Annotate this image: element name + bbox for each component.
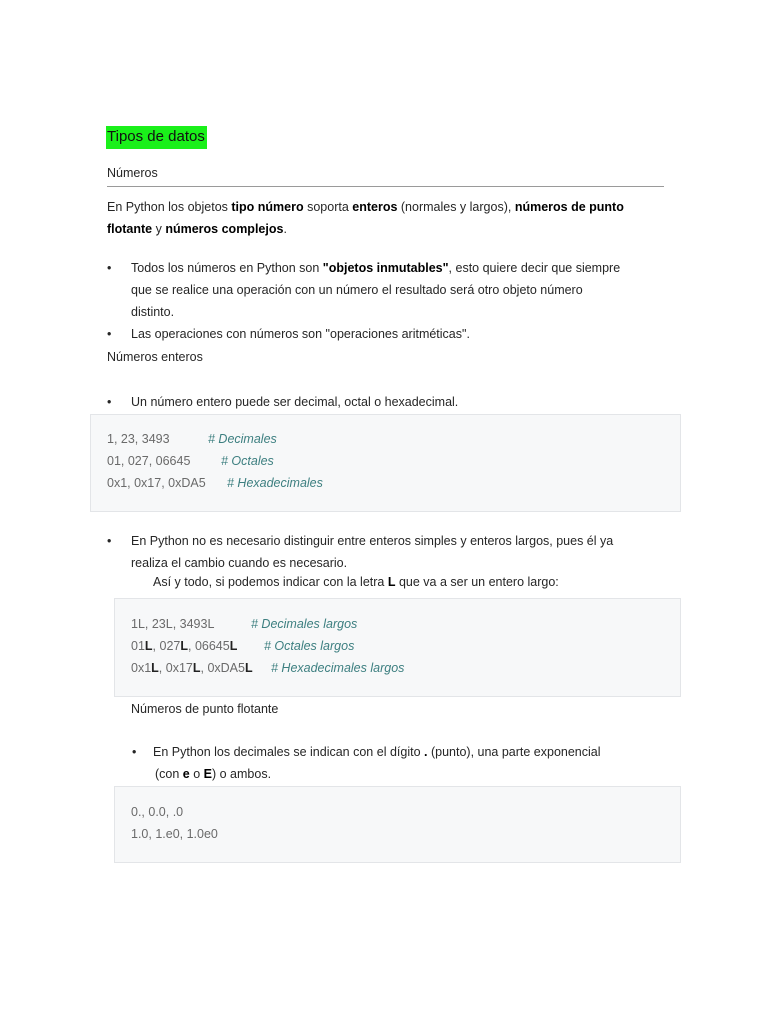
code-comment: # Octales [221, 454, 274, 468]
code-token-l: L [192, 661, 201, 675]
section-heading-enteros: Números enteros [107, 350, 203, 364]
intro-bold-tipo-numero: tipo número [231, 200, 304, 214]
note-line [153, 575, 559, 589]
list-item-bold: e [182, 767, 190, 781]
code-comment: # Decimales [208, 432, 277, 446]
section-heading-numeros: Números [107, 166, 158, 180]
list-item-text: distinto. [131, 305, 175, 319]
code-token: 01 [131, 639, 145, 653]
heading-divider [107, 186, 664, 187]
intro-text: En Python los objetos [107, 200, 232, 214]
list-item-text: ) o ambos. [212, 767, 272, 781]
code-token-l: L [151, 661, 159, 675]
note-text: Así y todo, si podemos indicar con la letra [153, 575, 388, 589]
code-comment: # Hexadecimales largos [271, 661, 405, 675]
code-line: 1.0, 1.e0, 1.0e0 [131, 827, 218, 841]
bullet-dot-icon: • [132, 745, 137, 759]
code-token-l: L [144, 639, 153, 653]
list-item-bold: E [203, 767, 212, 781]
code-token-l: L [229, 639, 238, 653]
list-item-text: Las operaciones con números son "operaciones aritméticas". [131, 327, 470, 341]
code-line: 0x1, 0x17, 0xDA5 [107, 476, 206, 490]
code-line: 1L, 23L, 3493L [131, 617, 215, 631]
code-line: 01, 027, 06645 [107, 454, 191, 468]
code-block-enteros [90, 414, 681, 512]
page-title: Tipos de datos [106, 126, 207, 149]
code-token: 0x1 [131, 661, 152, 675]
list-item-text: o [189, 767, 204, 781]
code-token: , 0x17 [158, 661, 193, 675]
code-comment: # Hexadecimales [227, 476, 323, 490]
bullet-dot-icon: • [107, 261, 112, 275]
list-item [107, 323, 661, 345]
list-item [132, 741, 663, 785]
list-item-text: realiza el cambio cuando es necesario. [131, 556, 348, 570]
list-item-text: En Python los decimales se indican con el dígito [153, 745, 424, 759]
list-item-text: En Python no es necesario distinguir entre enteros simples y enteros largos, pues él ya [131, 534, 614, 548]
list-item-line [153, 767, 271, 781]
intro-bold-punto: números de punto [514, 200, 624, 214]
intro-text: y [152, 222, 166, 236]
code-token: , 06645 [188, 639, 230, 653]
list-item-text: Un número entero puede ser decimal, octal o hexadecimal. [131, 395, 459, 409]
code-token: , 027 [152, 639, 181, 653]
code-line [131, 635, 237, 657]
code-comment: # Decimales largos [251, 617, 358, 631]
intro-bold-flotante: flotante [107, 222, 153, 236]
code-line: 1, 23, 3493 [107, 432, 170, 446]
note-bold-l: L [387, 575, 396, 589]
intro-bold-enteros: enteros [352, 200, 398, 214]
intro-bold-complejos: números complejos [165, 222, 284, 236]
note-text: que va a ser un entero largo: [395, 575, 559, 589]
list-item-text: que se realice una operación con un número el resultado será otro objeto número [131, 283, 583, 297]
intro-paragraph [107, 196, 667, 240]
list-item-text: (con [155, 767, 183, 781]
list-item [107, 257, 661, 323]
intro-text: (normales y largos), [397, 200, 515, 214]
section-heading-flotante: Números de punto flotante [131, 702, 279, 716]
code-block-largos [114, 598, 681, 697]
code-comment: # Octales largos [264, 639, 355, 653]
code-line [131, 657, 253, 679]
intro-text: . [283, 222, 287, 236]
list-item-bold: . [424, 745, 428, 759]
bullet-dot-icon: • [107, 327, 112, 341]
bullet-dot-icon: • [107, 395, 112, 409]
list-item-text: , esto quiere decir que siempre [448, 261, 621, 275]
code-token-l: L [180, 639, 188, 653]
list-item-text: (punto), una parte exponencial [427, 745, 601, 759]
code-token: , 0xDA5 [200, 661, 245, 675]
code-block-flotante [114, 786, 681, 863]
intro-text: soporta [303, 200, 353, 214]
list-item-bold: "objetos inmutables" [322, 261, 449, 275]
code-token-l: L [244, 661, 253, 675]
list-item [107, 391, 661, 413]
list-item-text: Todos los números en Python son [131, 261, 323, 275]
code-line: 0., 0.0, .0 [131, 805, 184, 819]
bullet-dot-icon: • [107, 534, 112, 548]
list-item [107, 530, 661, 574]
